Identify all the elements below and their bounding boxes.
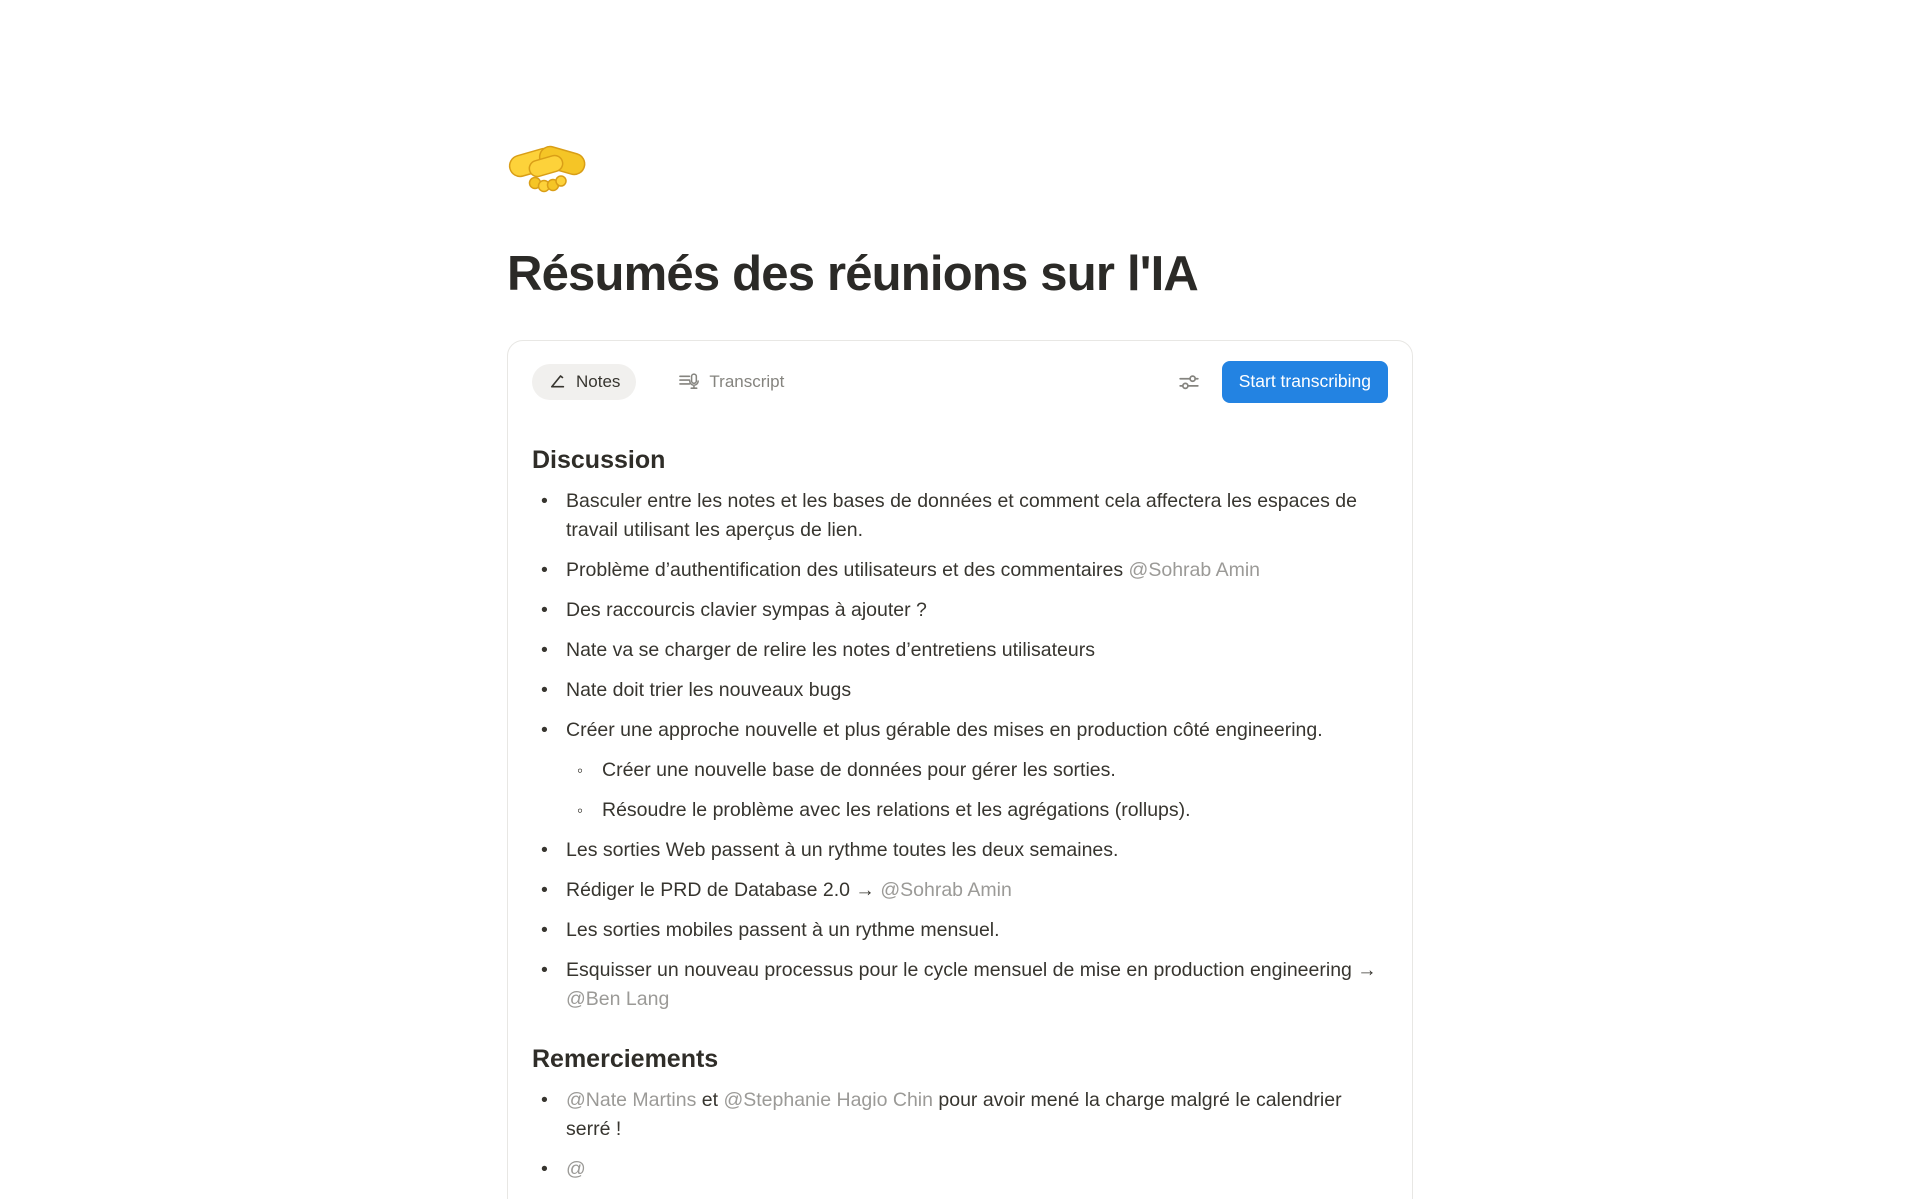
list-item[interactable] <box>532 1086 1388 1144</box>
bullet-marker: • <box>541 638 548 661</box>
text-run: Les sorties mobiles passent à un rythme mensuel. <box>566 918 1000 941</box>
list-item-text <box>566 916 1388 945</box>
tab-notes-label: Notes <box>576 371 621 391</box>
section-heading: Remerciements <box>532 1044 719 1073</box>
user-mention[interactable]: @Ben Lang <box>566 987 670 1010</box>
list-item-text <box>566 596 1388 625</box>
text-run: Créer une nouvelle base de données pour gérer les sorties. <box>602 758 1116 781</box>
meeting-notes-card <box>507 340 1413 1199</box>
page-title[interactable]: Résumés des réunions sur l'IA <box>507 247 1199 301</box>
text-run: Nate va se charger de relire les notes d’entretiens utilisateurs <box>566 638 1095 661</box>
list-item-text <box>566 876 1388 905</box>
list-item-text <box>566 956 1388 1014</box>
user-mention[interactable]: @ <box>566 1157 586 1180</box>
list-item[interactable] <box>532 876 1388 905</box>
user-mention[interactable]: @Stephanie Hagio Chin <box>723 1088 933 1111</box>
list-item-text <box>566 636 1388 665</box>
sliders-icon[interactable] <box>1174 367 1204 397</box>
bullet-marker: • <box>541 489 548 512</box>
list-item-text <box>566 1155 1388 1184</box>
sections <box>532 445 1388 1184</box>
list-item[interactable] <box>532 636 1388 665</box>
bullet-marker: • <box>541 958 548 981</box>
toolbar-right <box>1174 361 1388 403</box>
text-run: et <box>696 1088 724 1111</box>
text-run: Basculer entre les notes et les bases de données et comment cela affectera les espaces de travail utilisant les aperçus de lien. <box>566 489 1357 541</box>
bullet-marker: • <box>541 878 548 901</box>
bullet-marker: • <box>541 718 548 741</box>
bullet-list <box>532 1086 1388 1184</box>
list-item-text <box>566 1086 1388 1144</box>
bullet-marker: • <box>541 838 548 861</box>
bullet-marker: ◦ <box>577 760 584 780</box>
bullet-marker: • <box>541 598 548 621</box>
text-run: Créer une approche nouvelle et plus gérable des mises en production côté engineering. <box>566 718 1323 741</box>
text-run: Rédiger le PRD de Database 2.0 → <box>566 878 881 901</box>
text-run: Les sorties Web passent à un rythme toutes les deux semaines. <box>566 838 1119 861</box>
text-run: Des raccourcis clavier sympas à ajouter ? <box>566 598 927 621</box>
list-item[interactable] <box>532 556 1388 585</box>
list-item-text <box>566 556 1388 585</box>
pencil-icon <box>548 372 567 391</box>
list-item[interactable] <box>532 956 1388 1014</box>
list-item-text <box>602 796 1388 825</box>
section-heading: Discussion <box>532 445 666 474</box>
bullet-marker: ◦ <box>577 800 584 820</box>
bullet-marker: • <box>541 1157 548 1180</box>
user-mention[interactable]: @Nate Martins <box>566 1088 697 1111</box>
bullet-marker: • <box>541 678 548 701</box>
tab-bar <box>532 364 800 400</box>
list-item-text <box>566 836 1388 865</box>
tab-transcript-label: Transcript <box>709 371 785 391</box>
list-item-text <box>566 716 1388 745</box>
list-item[interactable] <box>532 596 1388 625</box>
text-run: Esquisser un nouveau processus pour le cycle mensuel de mise en production engineering → <box>566 958 1377 981</box>
text-run: Résoudre le problème avec les relations et les agrégations (rollups). <box>602 798 1191 821</box>
list-item[interactable] <box>532 836 1388 865</box>
tab-notes[interactable] <box>532 364 636 400</box>
user-mention[interactable]: @Sohrab Amin <box>1128 558 1260 581</box>
user-mention[interactable]: @Sohrab Amin <box>880 878 1012 901</box>
card-toolbar <box>532 361 1388 403</box>
bullet-marker: • <box>541 918 548 941</box>
bullet-marker: • <box>541 1088 548 1111</box>
list-item[interactable] <box>568 756 1388 785</box>
list-item[interactable] <box>532 487 1388 545</box>
bullet-list <box>532 487 1388 1014</box>
list-item[interactable] <box>532 676 1388 705</box>
handshake-emoji[interactable] <box>507 128 587 208</box>
list-item[interactable] <box>532 916 1388 945</box>
list-item[interactable] <box>568 796 1388 825</box>
text-run: Nate doit trier les nouveaux bugs <box>566 678 852 701</box>
transcript-icon <box>678 372 700 392</box>
list-item-text <box>602 756 1388 785</box>
list-item-text <box>566 487 1388 545</box>
start-transcribing-button[interactable]: Start transcribing <box>1222 361 1388 403</box>
text-run: pour avoir mené la charge malgré le calendrier serré ! <box>566 1088 1342 1140</box>
list-item-text <box>566 676 1388 705</box>
text-run: Problème d’authentification des utilisateurs et des commentaires <box>566 558 1129 581</box>
tab-transcript[interactable] <box>662 364 800 400</box>
list-item[interactable] <box>532 716 1388 745</box>
bullet-marker: • <box>541 558 548 581</box>
list-item[interactable] <box>532 1155 1388 1184</box>
